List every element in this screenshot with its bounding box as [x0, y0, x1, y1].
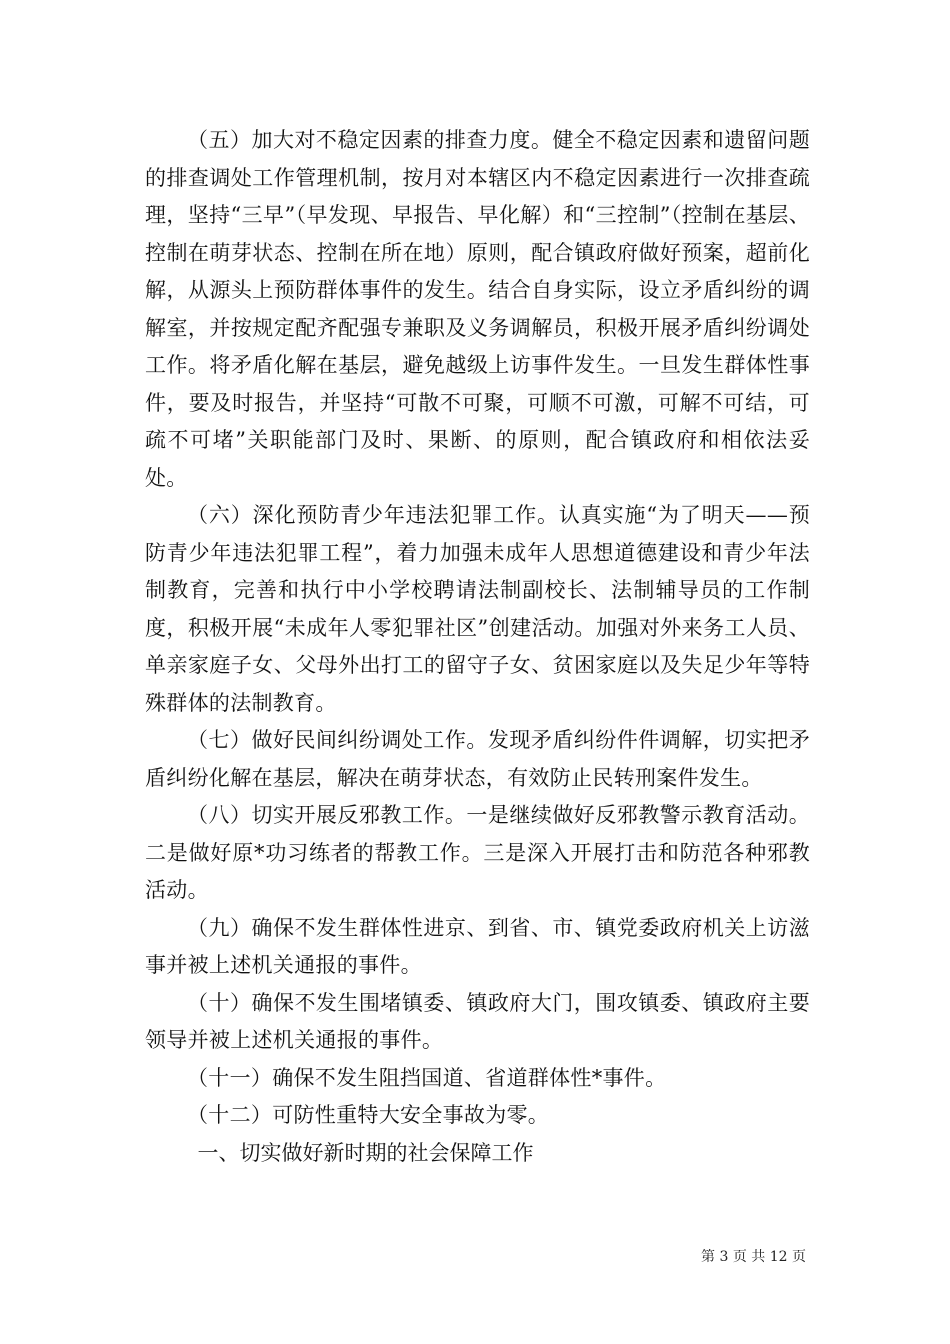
paragraph-9: （九）确保不发生群体性进京、到省、市、镇党委政府机关上访滋事并被上述机关通报的事件。 — [145, 915, 810, 977]
paragraph-7: （七）做好民间纠纷调处工作。发现矛盾纠纷件件调解，切实把矛盾纠纷化解在基层，解决在萌芽状态，有效防止民转刑案件发生。 — [145, 728, 810, 790]
paragraph-6: （六）深化预防青少年违法犯罪工作。认真实施“为了明天——预防青少年违法犯罪工程”，着力加强未成年人思想道德建设和青少年法制教育，完善和执行中小学校聘请法制副校长、法制辅导员的工作制度，积极开展“未成年人零犯罪社区”创建活动。加强对外来务工人员、单亲家庭子女、父母外出打工的留守子女、贫困家庭以及失足少年等特殊群体的法制教育。 — [145, 503, 810, 715]
document-body — [145, 122, 810, 1172]
paragraph-8: （八）切实开展反邪教工作。一是继续做好反邪教警示教育活动。二是做好原*功习练者的帮教工作。三是深入开展打击和防范各种邪教活动。 — [145, 803, 810, 902]
paragraph-12: （十二）可防性重特大安全事故为零。 — [187, 1103, 550, 1127]
paragraph-10: （十）确保不发生围堵镇委、镇政府大门，围攻镇委、镇政府主要领导并被上述机关通报的事件。 — [145, 990, 810, 1052]
paragraph-5: （五）加大对不稳定因素的排查力度。健全不稳定因素和遗留问题的排查调处工作管理机制，按月对本辖区内不稳定因素进行一次排查疏理，坚持“三早”（早发现、早报告、早化解）和“三控制”（控制在基层、控制在萌芽状态、控制在所在地）原则，配合镇政府做好预案，超前化解，从源头上预防群体事件的发生。结合自身实际，设立矛盾纠纷的调解室，并按规定配齐配强专兼职及义务调解员，积极开展矛盾纠纷调处工作。将矛盾化解在基层，避免越级上访事件发生。一旦发生群体性事件，要及时报告，并坚持“可散不可聚，可顺不可激，可解不可结，可疏不可堵”关职能部门及时、果断、的原则，配合镇政府和相依法妥处。 — [145, 128, 810, 490]
page-number: 第 3 页 共 12 页 — [701, 1249, 806, 1265]
paragraph-11: （十一）确保不发生阻挡国道、省道群体性*事件。 — [187, 1065, 667, 1090]
section-heading: 一、切实做好新时期的社会保障工作 — [197, 1140, 534, 1165]
